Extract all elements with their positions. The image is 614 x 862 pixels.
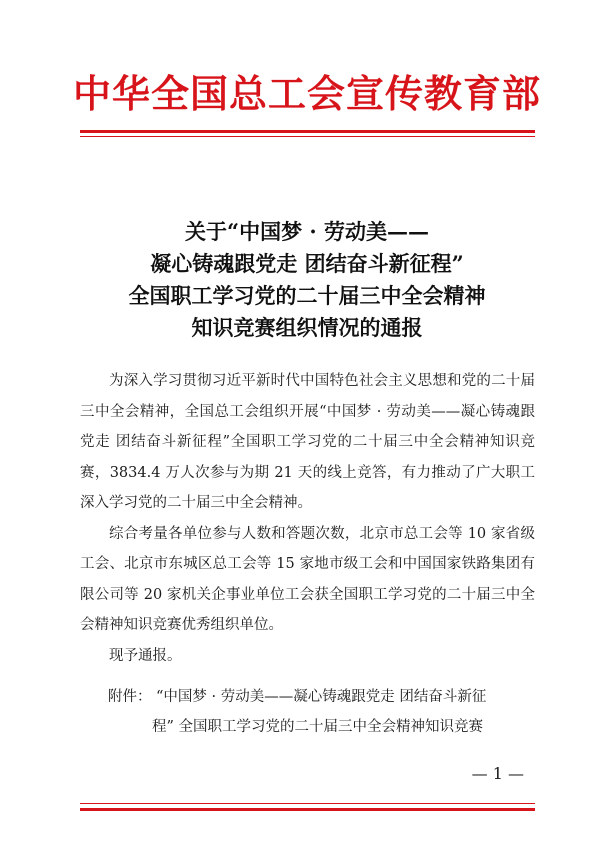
paragraph-2: 综合考量各单位参与人数和答题次数，北京市总工会等 10 家省级工会、北京市东城区总工会等 15 家地市级工会和中国国家铁路集团有限公司等 20 家机关企事业单位工会获全国职工学习党的二十届三中全会精神知识竞赛优秀组织单位。 — [80, 525, 535, 633]
issuing-org-header: 中华全国总工会宣传教育部 — [72, 71, 541, 116]
document-title-line-1: 关于“中国梦 · 劳动美—— — [184, 219, 429, 244]
paragraph-1: 为深入学习贯彻习近平新时代中国特色社会主义思想和党的二十届三中全会精神，全国总工会组织开展“中国梦 · 劳动美——凝心铸魂跟党走 团结奋斗新征程”全国职工学习党的二十届三中全会精神知识竞赛，3834.4 万人次参与为期 21 天的线上竞答，有力推动了广大职工深入学习党的二十届三中全会精神。 — [80, 373, 535, 511]
footer-divider-thin — [80, 803, 535, 804]
document-title-line-3: 全国职工学习党的二十届三中全会精神 — [128, 283, 486, 308]
header-divider-thick — [80, 130, 535, 133]
header-divider-thin — [80, 136, 535, 137]
footer-divider-thick — [80, 808, 535, 811]
attachment-label: 附件： — [108, 689, 152, 705]
attachment-line-2: 程” 全国职工学习党的二十届三中全会精神知识竞赛 — [152, 719, 484, 735]
page-number: — 1 — — [471, 764, 524, 783]
closing-statement: 现予通报。 — [109, 647, 182, 664]
body-text — [80, 366, 535, 671]
document-title-line-2: 凝心铸魂跟党走 团结奋斗新征程” — [150, 251, 464, 276]
attachment-line-1: “中国梦 · 劳动美——凝心铸魂跟党走 团结奋斗新征 — [156, 689, 487, 705]
document-title-line-4: 知识竞赛组织情况的通报 — [191, 315, 423, 340]
